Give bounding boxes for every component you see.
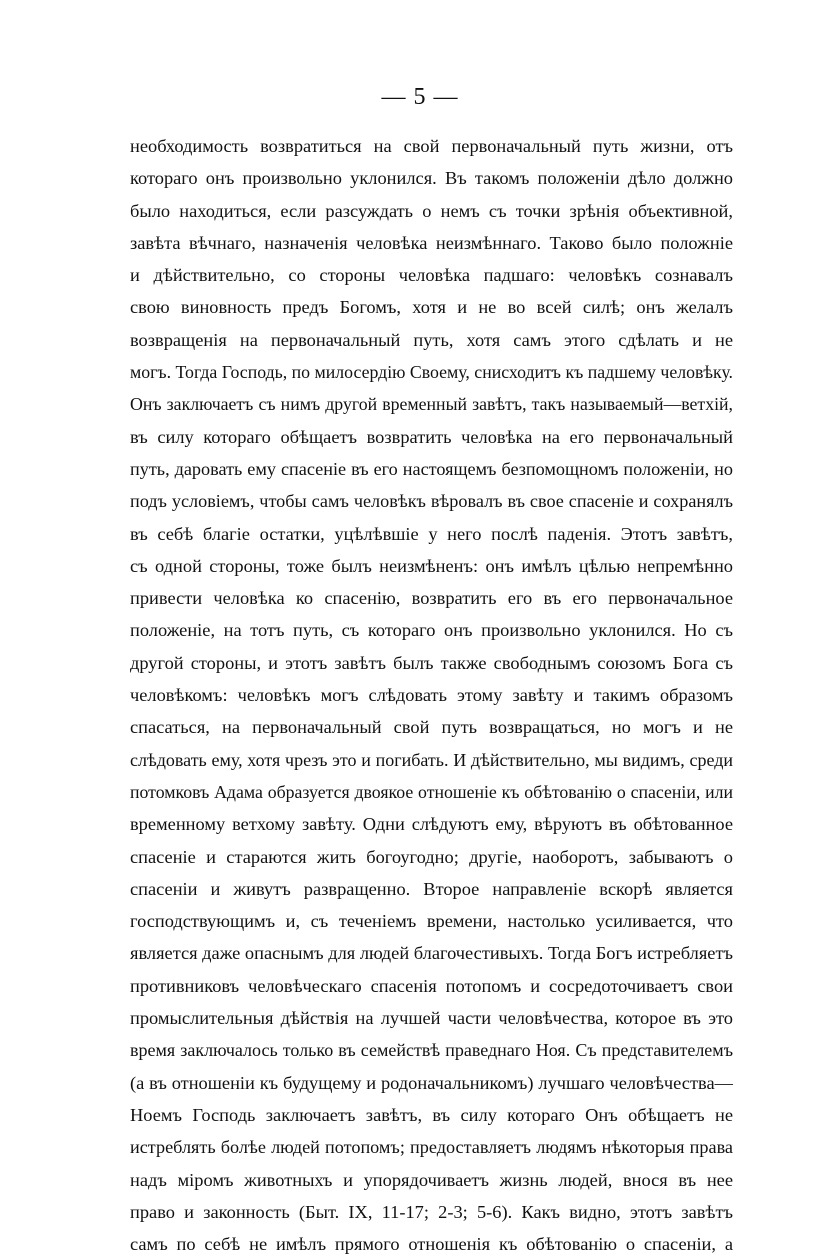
text-line: потомковъ Адама образуется двоякое отношеніе къ обѣтованію о спасеніи, или (130, 781, 733, 802)
text-line: господствующимъ и, съ теченіемъ времени, настолько усиливается, что (130, 911, 733, 932)
text-line: слѣдовать ему, хотя чрезъ это и погибать. И дѣйствительно, мы видимъ, среди (130, 749, 733, 770)
text-line: подъ условіемъ, чтобы самъ человѣкъ вѣровалъ въ свое спасеніе и сохранялъ (130, 491, 733, 512)
text-line: спасаться, на первоначальный свой путь возвращаться, но могъ и не (130, 717, 733, 738)
text-line: путь, даровать ему спасеніе въ его настоящемъ безпомощномъ положеніи, но (130, 458, 733, 479)
text-line: положеніе, на тотъ путь, съ котораго онъ произвольно уклонился. Но съ (130, 620, 733, 641)
text-line: Онъ заключаетъ съ нимъ другой временный завѣтъ, такъ называемый—ветхій, (130, 394, 733, 415)
text-line: является даже опаснымъ для людей благочестивыхъ. Тогда Богъ истребляетъ (130, 943, 733, 964)
text-line: спасеніи и живутъ развращенно. Второе направленіе вскорѣ является (130, 878, 733, 899)
text-line: было находиться, если разсуждать о немъ съ точки зрѣнія объективной, (130, 200, 733, 221)
text-line: котораго онъ произвольно уклонился. Въ такомъ положеніи дѣло должно (130, 168, 733, 189)
text-line: надъ міромъ животныхъ и упорядочиваетъ жизнь людей, внося въ нее (130, 1169, 733, 1190)
text-line: въ себѣ благіе остатки, уцѣлѣвшіе у него послѣ паденія. Этотъ завѣтъ, (130, 523, 733, 544)
text-line: необходимость возвратиться на свой первоначальный путь жизни, отъ (130, 136, 733, 156)
text-line: возвращенія на первоначальный путь, хотя самъ этого сдѣлать и не (130, 329, 733, 350)
text-line: истреблять болѣе людей потопомъ; предоставляетъ людямъ нѣкоторыя права (130, 1137, 733, 1158)
text-line: временному ветхому завѣту. Одни слѣдуютъ ему, вѣруютъ въ обѣтованное (130, 814, 733, 835)
text-line: могъ. Тогда Господь, по милосердію Своему, снисходитъ къ падшему человѣку. (130, 362, 733, 383)
page-number: — 5 — (381, 84, 459, 110)
text-line: другой стороны, и этотъ завѣтъ былъ также свободнымъ союзомъ Бога съ (130, 652, 733, 673)
text-line: (а въ отношеніи къ будущему и родоначальникомъ) лучшаго человѣчества— (130, 1072, 733, 1093)
text-line: самъ по себѣ не имѣлъ прямого отношенія къ обѣтованію о спасеніи, а (130, 1234, 733, 1255)
text-line: спасеніе и стараются жить богоугодно; другіе, наоборотъ, забываютъ о (130, 846, 733, 867)
text-line: противниковъ человѣческаго спасенія потопомъ и сосредоточиваетъ свои (130, 975, 733, 996)
text-line: въ силу котораго обѣщаетъ возвратить человѣка на его первоначальный (130, 426, 733, 447)
text-line: человѣкомъ: человѣкъ могъ слѣдовать этому завѣту и такимъ образомъ (130, 685, 733, 706)
body-text (130, 130, 733, 1260)
text-line: привести человѣка ко спасенію, возвратить его въ его первоначальное (130, 588, 733, 609)
text-line: завѣта вѣчнаго, назначенія человѣка неизмѣннаго. Таково было положніе (130, 232, 733, 253)
text-line: время заключалось только въ семействѣ праведнаго Ноя. Съ представителемъ (130, 1040, 733, 1061)
text-line: Ноемъ Господь заключаетъ завѣтъ, въ силу котораго Онъ обѣщаетъ не (130, 1104, 733, 1125)
text-line: право и законность (Быт. IX, 11-17; 2-3; 5-6). Какъ видно, этотъ завѣтъ (130, 1201, 733, 1222)
text-line: промыслительныя дѣйствія на лучшей части человѣчества, которое въ это (130, 1008, 733, 1029)
text-line: и дѣйствительно, со стороны человѣка падшаго: человѣкъ сознавалъ (130, 265, 733, 286)
text-line: свою виновность предъ Богомъ, хотя и не во всей силѣ; онъ желалъ (130, 297, 733, 318)
text-line: съ одной стороны, тоже былъ неизмѣненъ: онъ имѣлъ цѣлью непремѣнно (130, 555, 733, 576)
